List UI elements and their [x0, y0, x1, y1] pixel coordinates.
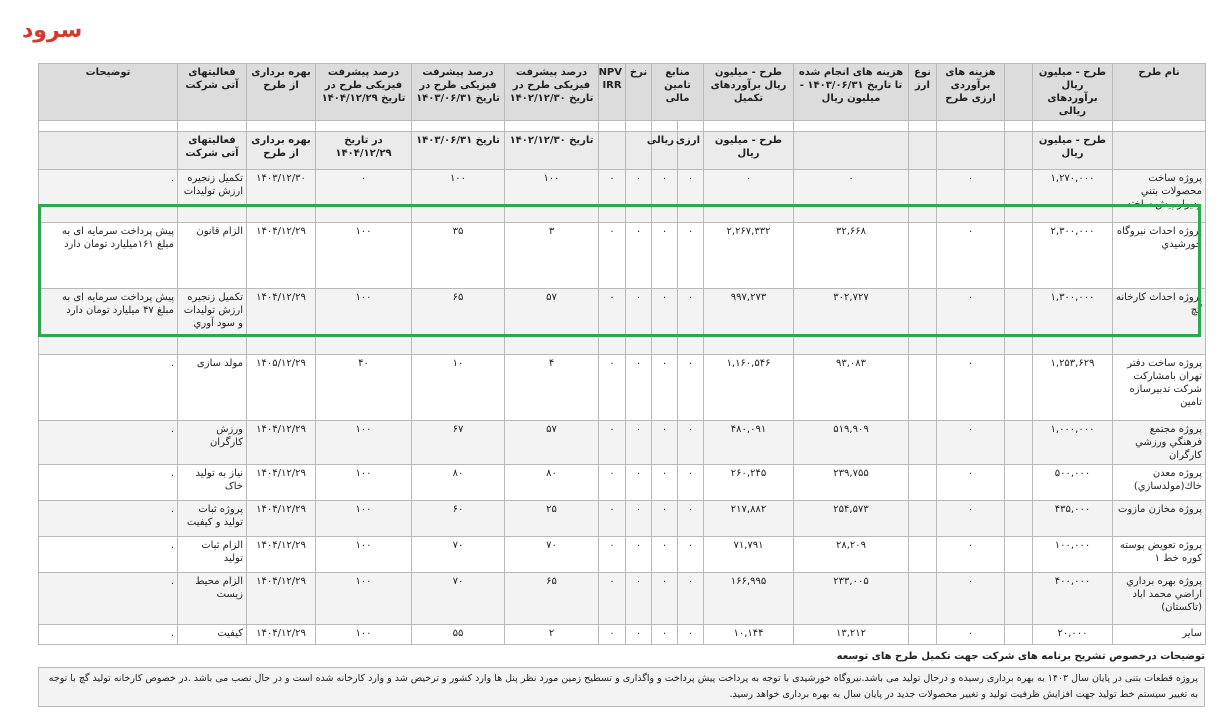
- cell-rial: ۱۰۰,۰۰۰: [1033, 537, 1113, 573]
- cell-fin-fx: ۰: [678, 573, 704, 625]
- cell-operation-date: ۱۴۰۴/۱۲/۲۹: [247, 537, 316, 573]
- cell-spent: ۲۳۳,۰۰۵: [794, 573, 909, 625]
- cell-spent: ۰: [794, 170, 909, 223]
- cell-rial: ۱,۲۵۳,۶۲۹: [1033, 355, 1113, 421]
- cell-rial: ۵۰۰,۰۰۰: [1033, 465, 1113, 501]
- cell-fin-rial: ۰: [652, 289, 678, 355]
- table-row: [39, 465, 1206, 501]
- cell-fx: ۰: [937, 289, 1005, 355]
- header-plan-name: نام طرح: [1113, 64, 1206, 121]
- table-row: [39, 421, 1206, 465]
- cell-npv: ۰: [599, 223, 626, 289]
- cell-npv: ۰: [599, 421, 626, 465]
- header-fx-type: نوع ارز: [909, 64, 937, 121]
- cell-fin-fx: ۰: [678, 289, 704, 355]
- cell-fx: ۰: [937, 625, 1005, 645]
- cell-progress-target: ۱۰۰: [316, 223, 412, 289]
- cell-npv: ۰: [599, 289, 626, 355]
- cell-spent: ۳۲,۶۶۸: [794, 223, 909, 289]
- cell-npv: ۰: [599, 501, 626, 537]
- cell-plan-name: پروژه معدن خاك(مولدسازي): [1113, 465, 1206, 501]
- cell-spent: ۱۳,۲۱۲: [794, 625, 909, 645]
- cell-future: کیفیت: [178, 625, 247, 645]
- header-fx-estimate: هزینه های برآوردی ارزی طرح: [937, 64, 1005, 121]
- cell-rial: ۴۰۰,۰۰۰: [1033, 573, 1113, 625]
- cell-progress-target: ۱۰۰: [316, 465, 412, 501]
- notes-title: توضیحات درخصوص تشریح برنامه های شرکت جهت تکمیل طرح های توسعه: [836, 651, 1205, 662]
- header-rate: نرخ: [626, 64, 652, 121]
- subheader-future: فعالیتهای آتی شرکت: [178, 132, 247, 170]
- subheader-operation: بهره برداری از طرح: [247, 132, 316, 170]
- cell-fin-fx: ۰: [678, 625, 704, 645]
- cell-description: .: [39, 465, 178, 501]
- cell-rate: ۰: [626, 501, 652, 537]
- cell-npv: ۰: [599, 573, 626, 625]
- cell-progress-prev: ۲: [505, 625, 599, 645]
- cell-fx: ۰: [937, 465, 1005, 501]
- subheader-rial: طرح - میلیون ریال: [1033, 132, 1113, 170]
- cell-fin-rial: ۰: [652, 573, 678, 625]
- cell-progress-mid: ۶۷: [412, 421, 505, 465]
- subheader-rial-financing: ریالی: [652, 132, 678, 170]
- cell-fin-rial: ۰: [652, 625, 678, 645]
- cell-fin-rial: ۰: [652, 223, 678, 289]
- cell-total: ۷۱,۷۹۱: [704, 537, 794, 573]
- cell-progress-mid: ۶۰: [412, 501, 505, 537]
- cell-description: .: [39, 170, 178, 223]
- cell-total: ۱۰,۱۴۴: [704, 625, 794, 645]
- cell-fx: ۰: [937, 573, 1005, 625]
- cell-future: پروژه ثبات تولید و کیفیت: [178, 501, 247, 537]
- cell-progress-prev: ۸۰: [505, 465, 599, 501]
- header-financing: منابع تامین مالی: [652, 64, 704, 121]
- cell-fin-rial: ۰: [652, 501, 678, 537]
- cell-progress-target: ۰: [316, 170, 412, 223]
- cell-progress-prev: ۲۵: [505, 501, 599, 537]
- cell-progress-target: ۱۰۰: [316, 421, 412, 465]
- cell-fx: ۰: [937, 223, 1005, 289]
- header-total-estimate: طرح - میلیون ریال برآوردهای تکمیل: [704, 64, 794, 121]
- cell-fx: ۰: [937, 421, 1005, 465]
- cell-rial: ۱,۲۷۰,۰۰۰: [1033, 170, 1113, 223]
- cell-progress-target: ۱۰۰: [316, 289, 412, 355]
- cell-fx: ۰: [937, 537, 1005, 573]
- table-row: [39, 355, 1206, 421]
- notes-box: [38, 667, 1205, 707]
- cell-fin-rial: ۰: [652, 170, 678, 223]
- cell-plan-name: پروژه بهره برداري اراضي محمد اباد (تاكستان): [1113, 573, 1206, 625]
- cell-rate: ۰: [626, 465, 652, 501]
- cell-operation-date: ۱۴۰۴/۱۲/۲۹: [247, 573, 316, 625]
- development-plans-table: [38, 63, 1205, 645]
- cell-progress-prev: ۵۷: [505, 421, 599, 465]
- cell-progress-prev: ۳: [505, 223, 599, 289]
- cell-description: .: [39, 573, 178, 625]
- cell-progress-target: ۱۰۰: [316, 625, 412, 645]
- cell-progress-target: ۴۰: [316, 355, 412, 421]
- cell-plan-name: پروژه احداث كارخانه گچ: [1113, 289, 1206, 355]
- cell-fin-fx: ۰: [678, 501, 704, 537]
- cell-rate: ۰: [626, 223, 652, 289]
- cell-progress-prev: ۱۰۰: [505, 170, 599, 223]
- header-progress-target: درصد پیشرفت فیزیکی طرح در تاریخ ۱۴۰۴/۱۲/۲۹: [316, 64, 412, 121]
- cell-plan-name: پروژه ساخت دفتر تهران بامشاركت شركت تدبيرسازه تامين: [1113, 355, 1206, 421]
- notes-text: پروژه قطعات بتنی در پایان سال ۱۴۰۳ به بهره برداری رسیده و درحال تولید می باشد.نیروگاه خورشیدی با توجه به پرداخت پیش پرداخت و واگذاری و تسطیح زمین مورد نظر پنل ها وارد کشور و ترخیص شد و وارد کارخانه شده است و در حال نصب می باشد .در خصوص کارخانه تولید گچ با توجه به تغییر سیستم خط تولید جهت افزایش ظرفیت تولید و تغییر محصولات جدید در پایان سال به بهره برداری خواهد رسید.: [48, 673, 1198, 700]
- cell-progress-mid: ۵۵: [412, 625, 505, 645]
- cell-plan-name: پروژه تعويض پوسته كوره خط ۱: [1113, 537, 1206, 573]
- table-row: [39, 537, 1206, 573]
- table-row: [39, 625, 1206, 645]
- header-progress-prev: درصد پیشرفت فیزیکی طرح در تاریخ ۱۴۰۲/۱۲/۳۰: [505, 64, 599, 121]
- cell-description: پیش پرداخت سرمایه ای به مبلغ ۴۷ میلیارد تومان دارد: [39, 289, 178, 355]
- cell-rial: ۴۳۵,۰۰۰: [1033, 501, 1113, 537]
- cell-progress-target: ۱۰۰: [316, 501, 412, 537]
- cell-future: تكميل زنجيره ارزش توليدات: [178, 170, 247, 223]
- cell-description: .: [39, 625, 178, 645]
- cell-npv: ۰: [599, 170, 626, 223]
- header-operation-date: بهره برداری از طرح: [247, 64, 316, 121]
- cell-rial: ۲,۳۰۰,۰۰۰: [1033, 223, 1113, 289]
- header-rial-estimate: طرح - میلیون ریال برآوردهای ریالی: [1033, 64, 1113, 121]
- cell-description: .: [39, 421, 178, 465]
- cell-fin-fx: ۰: [678, 465, 704, 501]
- cell-spent: ۲۳۹,۷۵۵: [794, 465, 909, 501]
- subheader-date-mid: تاریخ ۱۴۰۳/۰۶/۳۱: [412, 132, 505, 170]
- cell-description: .: [39, 355, 178, 421]
- cell-total: ۲,۲۶۷,۳۳۲: [704, 223, 794, 289]
- cell-plan-name: پروژه احداث نيروگاه خورشيدي: [1113, 223, 1206, 289]
- cell-npv: ۰: [599, 355, 626, 421]
- cell-spent: ۵۱۹,۹۰۹: [794, 421, 909, 465]
- cell-spent: ۲۸,۲۰۹: [794, 537, 909, 573]
- subheader-date-target: در تاریخ ۱۴۰۴/۱۲/۲۹: [316, 132, 412, 170]
- subheader-fx-financing: ارزی: [678, 132, 704, 170]
- header-future-activities: فعالیتهای آتی شرکت: [178, 64, 247, 121]
- cell-progress-mid: ۱۰: [412, 355, 505, 421]
- cell-fx: ۰: [937, 355, 1005, 421]
- cell-operation-date: ۱۴۰۴/۱۲/۲۹: [247, 465, 316, 501]
- cell-total: ۹۹۷,۲۷۳: [704, 289, 794, 355]
- cell-plan-name: پروژه ساخت محصولات بتني وديوار پيش ساخته: [1113, 170, 1206, 223]
- cell-rate: ۰: [626, 421, 652, 465]
- cell-operation-date: ۱۴۰۵/۱۲/۲۹: [247, 355, 316, 421]
- cell-progress-prev: ۶۵: [505, 573, 599, 625]
- cell-operation-date: ۱۴۰۴/۱۲/۲۹: [247, 289, 316, 355]
- header-irr: IRR: [602, 80, 622, 91]
- cell-total: ۴۸۰,۰۹۱: [704, 421, 794, 465]
- cell-rial: ۲۰,۰۰۰: [1033, 625, 1113, 645]
- cell-operation-date: ۱۴۰۴/۱۲/۲۹: [247, 421, 316, 465]
- cell-description: پیش پرداخت سرمایه ای به مبلغ ۱۶۱میلیارد تومان دارد: [39, 223, 178, 289]
- cell-spent: ۳۰۲,۷۲۷: [794, 289, 909, 355]
- subheader-total: طرح - میلیون ریال: [704, 132, 794, 170]
- cell-plan-name: ساير: [1113, 625, 1206, 645]
- cell-total: ۰: [704, 170, 794, 223]
- cell-future: نیاز به تولید خاک: [178, 465, 247, 501]
- header-npv-irr: [599, 64, 626, 121]
- cell-operation-date: ۱۴۰۴/۱۲/۲۹: [247, 223, 316, 289]
- cell-fin-rial: ۰: [652, 465, 678, 501]
- cell-fin-fx: ۰: [678, 421, 704, 465]
- cell-fx: ۰: [937, 501, 1005, 537]
- cell-progress-mid: ۶۵: [412, 289, 505, 355]
- cell-plan-name: پروژه مجتمع فرهنگي ورزشي كارگران: [1113, 421, 1206, 465]
- cell-rate: ۰: [626, 625, 652, 645]
- cell-operation-date: ۱۴۰۴/۱۲/۲۹: [247, 501, 316, 537]
- cell-rial: ۱,۳۰۰,۰۰۰: [1033, 289, 1113, 355]
- cell-plan-name: پروژه مخازن مازوت: [1113, 501, 1206, 537]
- cell-progress-prev: ۵۷: [505, 289, 599, 355]
- cell-future: الزام ثبات تولید: [178, 537, 247, 573]
- cell-total: ۱۶۶,۹۹۵: [704, 573, 794, 625]
- table-row: [39, 501, 1206, 537]
- cell-fin-rial: ۰: [652, 421, 678, 465]
- cell-npv: ۰: [599, 537, 626, 573]
- header-description: توضیحات: [39, 64, 178, 121]
- cell-fx: ۰: [937, 170, 1005, 223]
- cell-total: ۲۱۷,۸۸۲: [704, 501, 794, 537]
- cell-description: .: [39, 537, 178, 573]
- cell-rate: ۰: [626, 537, 652, 573]
- header-progress-mid: درصد پیشرفت فیزیکی طرح در تاریخ ۱۴۰۳/۰۶/۳۱: [412, 64, 505, 121]
- cell-progress-mid: ۷۰: [412, 537, 505, 573]
- cell-progress-prev: ۷۰: [505, 537, 599, 573]
- cell-rate: ۰: [626, 573, 652, 625]
- cell-progress-prev: ۴: [505, 355, 599, 421]
- cell-progress-target: ۱۰۰: [316, 573, 412, 625]
- cell-operation-date: ۱۴۰۳/۱۲/۳۰: [247, 170, 316, 223]
- subheader-date-prev: تاریخ ۱۴۰۲/۱۲/۳۰: [505, 132, 599, 170]
- page-title: سرود: [22, 18, 83, 43]
- cell-progress-target: ۱۰۰: [316, 537, 412, 573]
- cell-rate: ۰: [626, 289, 652, 355]
- cell-total: ۱,۱۶۰,۵۴۶: [704, 355, 794, 421]
- cell-total: ۲۶۰,۲۴۵: [704, 465, 794, 501]
- cell-fin-fx: ۰: [678, 355, 704, 421]
- cell-progress-mid: ۸۰: [412, 465, 505, 501]
- table-row: [39, 289, 1206, 355]
- cell-progress-mid: ۳۵: [412, 223, 505, 289]
- cell-operation-date: ۱۴۰۴/۱۲/۲۹: [247, 625, 316, 645]
- cell-rate: ۰: [626, 355, 652, 421]
- cell-fin-rial: ۰: [652, 355, 678, 421]
- table-row: [39, 223, 1206, 289]
- cell-fin-rial: ۰: [652, 537, 678, 573]
- cell-future: مولد سازی: [178, 355, 247, 421]
- cell-progress-mid: ۱۰۰: [412, 170, 505, 223]
- cell-rial: ۱,۰۰۰,۰۰۰: [1033, 421, 1113, 465]
- cell-progress-mid: ۷۰: [412, 573, 505, 625]
- cell-fin-fx: ۰: [678, 170, 704, 223]
- header-npv: NPV: [598, 67, 622, 78]
- cell-npv: ۰: [599, 465, 626, 501]
- cell-description: .: [39, 501, 178, 537]
- cell-spent: ۹۳,۰۸۳: [794, 355, 909, 421]
- cell-npv: ۰: [599, 625, 626, 645]
- cell-fin-fx: ۰: [678, 537, 704, 573]
- cell-future: تكميل زنجيره ارزش توليدات و سود آوري: [178, 289, 247, 355]
- table-row: [39, 170, 1206, 223]
- cell-spent: ۲۵۴,۵۷۳: [794, 501, 909, 537]
- cell-fin-fx: ۰: [678, 223, 704, 289]
- cell-rate: ۰: [626, 170, 652, 223]
- cell-future: الزام قانون: [178, 223, 247, 289]
- cell-future: الزام محیط زیست: [178, 573, 247, 625]
- cell-future: ورزش کارگران: [178, 421, 247, 465]
- header-costs-incurred: هزینه های انجام شده تا تاریخ ۱۴۰۳/۰۶/۳۱ - میلیون ریال: [794, 64, 909, 121]
- table-row: [39, 573, 1206, 625]
